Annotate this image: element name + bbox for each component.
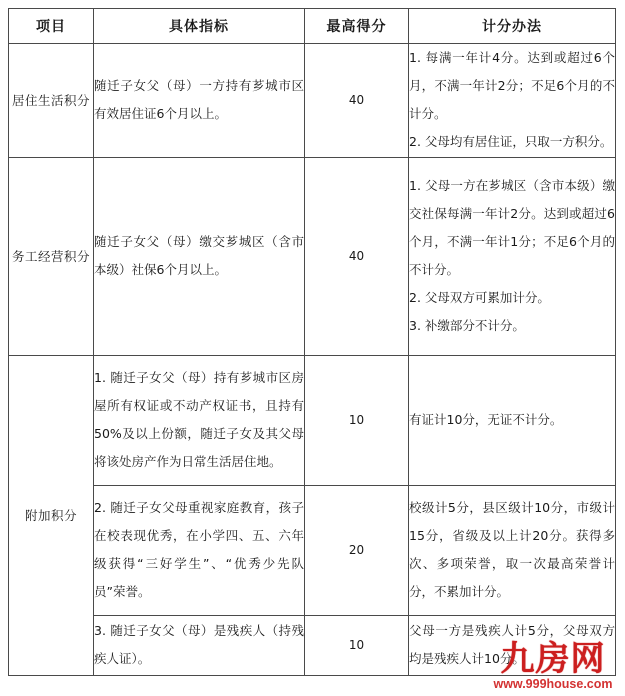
score-residence: 40	[305, 44, 409, 158]
header-method: 计分办法	[409, 9, 616, 44]
watermark-logo: 九房网	[500, 639, 606, 679]
table-row	[9, 615, 616, 675]
points-scoring-table	[8, 8, 616, 676]
table-header-row	[9, 9, 616, 44]
score-honors: 20	[305, 485, 409, 615]
method-line: 3. 补缴部分不计分。	[409, 318, 525, 334]
method-property	[409, 355, 616, 485]
header-item: 项目	[9, 9, 94, 44]
method-line: 校级计5分，县区级计10分，市级计15分，省级及以上计20分。获得多次、多项荣誉，取一次最高荣誉计分，不累加计分。	[409, 499, 615, 600]
header-max-score: 最高得分	[305, 9, 409, 44]
method-disability	[409, 615, 616, 675]
method-line: 有证计10分，无证不计分。	[409, 411, 563, 427]
category-additional: 附加积分	[9, 355, 94, 675]
metric-disability: 3. 随迁子女父（母）是残疾人（持残疾人证）。	[94, 615, 305, 675]
method-employment	[409, 157, 616, 355]
metric-employment: 随迁子女父（母）缴交芗城区（含市本级）社保6个月以上。	[94, 157, 305, 355]
metric-residence: 随迁子女父（母）一方持有芗城市区有效居住证6个月以上。	[94, 44, 305, 158]
header-metric: 具体指标	[94, 9, 305, 44]
score-property: 10	[305, 355, 409, 485]
metric-honors: 2. 随迁子女父母重视家庭教育，孩子在校表现优秀，在小学四、五、六年级获得“三好学生”、“优秀少先队员”荣誉。	[94, 485, 305, 615]
score-employment: 40	[305, 157, 409, 355]
method-residence	[409, 44, 616, 158]
metric-property: 1. 随迁子女父（母）持有芗城市区房屋所有权证或不动产权证书，且持有50%及以上份额，随迁子女及其父母将该处房产作为日常生活居住地。	[94, 355, 305, 485]
method-line: 1. 每满一年计4分。达到或超过6个月，不满一年计2分；不足6个月的不计分。	[409, 50, 615, 122]
method-line: 父母一方是残疾人计5分，父母双方均是残疾人计10分。	[409, 622, 615, 666]
watermark-url: www.999house.com	[493, 677, 613, 691]
table-row	[9, 485, 616, 615]
table-row	[9, 157, 616, 355]
method-line: 2. 父母均有居住证，只取一方积分。	[409, 134, 613, 150]
category-employment: 务工经营积分	[9, 157, 94, 355]
table-row	[9, 355, 616, 485]
method-line: 2. 父母双方可累加计分。	[409, 290, 550, 306]
method-line: 1. 父母一方在芗城区（含市本级）缴交社保每满一年计2分。达到或超过6个月，不满一年计1分；不足6个月的不计分。	[409, 177, 615, 277]
table-row	[9, 44, 616, 158]
category-residence: 居住生活积分	[9, 44, 94, 158]
score-disability: 10	[305, 615, 409, 675]
method-honors	[409, 485, 616, 615]
